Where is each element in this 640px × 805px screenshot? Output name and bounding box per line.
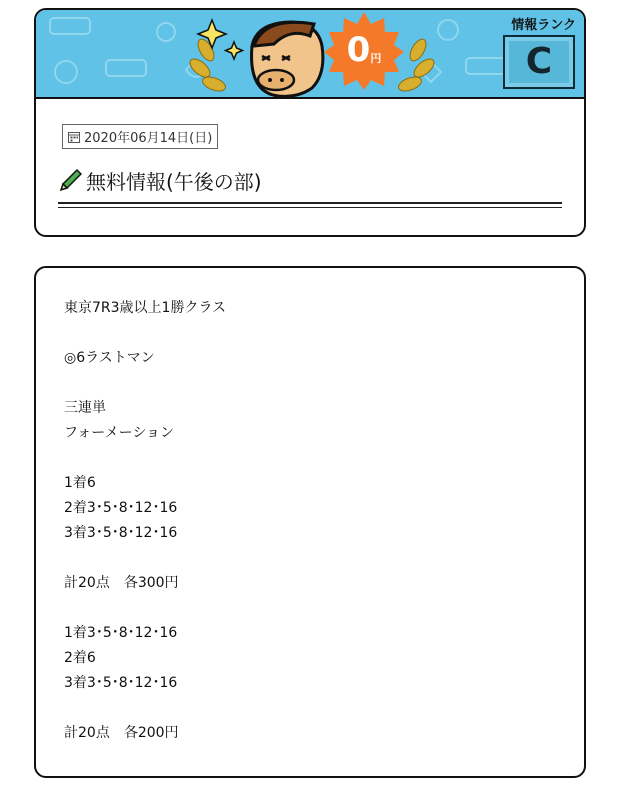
page-title-text: 無料情報(午後の部) [86,170,262,194]
post-date-text: 2020年06月14日(日) [84,131,213,146]
content-line: 三連単 [64,400,106,416]
content-line: 1着6 [64,475,96,491]
horse-mascot-icon [232,16,332,98]
content-line: 2着3･5･8･12･16 [64,500,178,516]
rank-value: C [525,41,553,82]
content-blank-line [64,321,564,346]
post-header-card [34,8,586,237]
header-banner [36,10,584,99]
page-title [58,166,262,195]
content-blank-line [64,446,564,471]
rank-badge [503,35,575,89]
calendar-icon [68,131,80,143]
content-line: フォーメーション [64,425,175,441]
content-line: 計20点 各200円 [64,725,179,741]
post-date [62,124,218,149]
post-content-card [34,266,586,778]
content-blank-line [64,596,564,621]
title-divider [58,202,562,208]
content-line: 1着3･5･8･12･16 [64,625,178,641]
content-line: 計20点 各300円 [64,575,179,591]
content-blank-line [64,696,564,721]
price-amount: 0 [346,30,371,70]
content-line: 2着6 [64,650,96,666]
price-badge [324,10,404,90]
content-line: ◎6ラストマン [64,350,155,366]
content-blank-line [64,371,564,396]
price-unit: 円 [370,52,382,65]
content-line: 東京7R3歳以上1勝クラス [64,300,227,316]
rank-label: 情報ランク [511,18,576,33]
content-blank-line [64,546,564,571]
content-line: 3着3･5･8･12･16 [64,675,178,691]
pencil-icon [58,168,82,194]
post-body [64,296,564,746]
content-line: 3着3･5･8･12･16 [64,525,178,541]
